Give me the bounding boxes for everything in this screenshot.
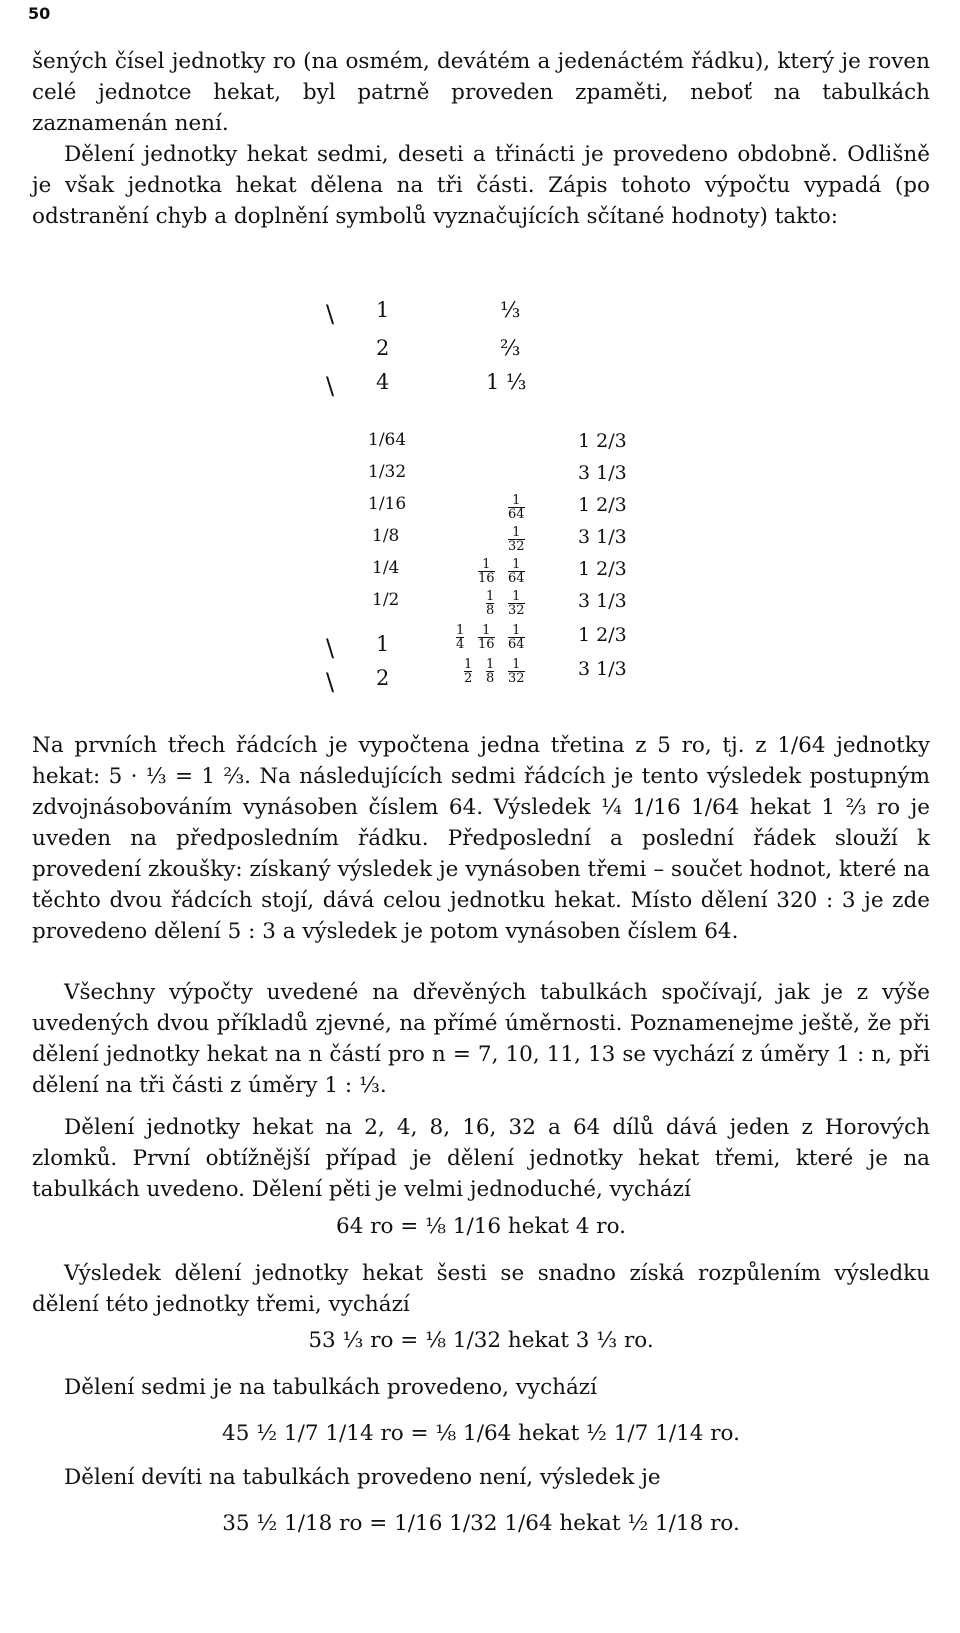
paragraph-division-9: Dělení devíti na tabulkách provedeno není, výsledek je (64, 1465, 661, 1490)
fraction-1-32: 1 32 (508, 589, 525, 618)
table-cell: 1/4 (372, 558, 400, 578)
table-cell: 1 2/3 (578, 624, 627, 646)
fraction-1-64: 1 64 (508, 623, 525, 652)
table-cell: 1/2 (372, 590, 400, 610)
fraction-1-16: 1 16 (478, 557, 495, 586)
table-cell: 1/32 (368, 462, 407, 482)
fraction-1-4: 1 4 (456, 623, 465, 652)
fraction-1-32: 1 32 (508, 525, 525, 554)
paragraph-division-7: Dělení sedmi je na tabulkách provedeno, vychází (64, 1375, 597, 1400)
paragraph-intro-2: Dělení jednotky hekat sedmi, deseti a třinácti je provedeno obdobně. Odlišně je však jednotka hekat dělena na tři části. Zápis tohoto výpočtu vypadá (po odstranění chyb a doplnění symbolů vyznačujících sčítané hodnoty) takto: (32, 142, 930, 229)
table-cell: 2 (376, 666, 390, 690)
table-cell: 1 (376, 298, 390, 322)
paragraph-explanation: Na prvních třech řádcích je vypočtena jedna třetina z 5 ro, tj. z 1/64 jednotky hekat: 5 · ⅓ = 1 ⅔. Na následujících sedmi řádcích je tento výsledek postupným zdvojnásobováním vynásoben číslem 64. Výsledek ¼ 1/16 1/64 hekat 1 ⅔ ro je uveden na předposledním řádku. Předposlední a poslední řádek slouží k provedení zkoušky: získaný výsledek je vynásoben třemi – součet hodnot, které na těchto dvou řádcích stojí, dává celou jednotku hekat. Místo dělení 320 : 3 je zde provedeno dělení 5 : 3 a výsledek je potom vynásoben číslem 64. (32, 733, 930, 944)
fraction-1-16: 1 16 (478, 623, 495, 652)
table-cell: 1 2/3 (578, 558, 627, 580)
table-cell: 3 1/3 (578, 658, 627, 680)
fraction-1-8: 1 8 (486, 589, 495, 618)
check-mark: \ (326, 634, 335, 662)
check-mark: \ (326, 372, 335, 400)
table-cell: 4 (376, 370, 390, 394)
fraction-1-64: 1 64 (508, 557, 525, 586)
table-cell: 1/16 (368, 494, 407, 514)
table-cell: 3 1/3 (578, 526, 627, 548)
table-cell: ⅓ (500, 298, 521, 322)
table-cell: 3 1/3 (578, 462, 627, 484)
table-cell: 1 ⅓ (486, 370, 527, 394)
fraction-1-64: 1 64 (508, 493, 525, 522)
page-number: 50 (28, 4, 51, 23)
fraction-1-2: 1 2 (464, 657, 473, 686)
table-cell: 3 1/3 (578, 590, 627, 612)
check-mark: \ (326, 300, 335, 328)
table-cell: 1 2/3 (578, 430, 627, 452)
paragraph-horus: Dělení jednotky hekat na 2, 4, 8, 16, 32 a 64 dílů dává jeden z Horových zlomků. První obtížnější případ je dělení jednotky hekat třemi, které je na tabulkách uvedeno. Dělení pěti je velmi jednoduché, vychází (32, 1115, 930, 1202)
paragraph-intro-1: šených čísel jednotky ro (na osmém, devátém a jedenáctém řádku), který je roven celé jednotce hekat, byl patrně proveden zpaměti, neboť na tabulkách zaznamenán není. (32, 49, 930, 136)
table-cell: ⅔ (500, 336, 521, 360)
fraction-1-8: 1 8 (486, 657, 495, 686)
table-cell: 1/8 (372, 526, 400, 546)
equation-division-5: 64 ro = ⅛ 1/16 hekat 4 ro. (336, 1214, 626, 1239)
paragraph-division-6: Výsledek dělení jednotky hekat šesti se snadno získá rozpůlením výsledku dělení této jednotky třemi, vychází (32, 1261, 930, 1317)
table-cell: 1/64 (368, 430, 407, 450)
equation-division-9: 35 ½ 1/18 ro = 1/16 1/32 1/64 hekat ½ 1/18 ro. (222, 1511, 740, 1536)
table-cell: 1 2/3 (578, 494, 627, 516)
table-cell: 2 (376, 336, 390, 360)
check-mark: \ (326, 668, 335, 696)
equation-division-6: 53 ⅓ ro = ⅛ 1/32 hekat 3 ⅓ ro. (308, 1328, 654, 1353)
table-cell: 1 (376, 632, 390, 656)
equation-division-7: 45 ½ 1/7 1/14 ro = ⅛ 1/64 hekat ½ 1/7 1/14 ro. (222, 1421, 740, 1446)
paragraph-proportion: Všechny výpočty uvedené na dřevěných tabulkách spočívají, jak je z výše uvedených dvou příkladů zjevné, na přímé úměrnosti. Poznamenejme ještě, že při dělení jednotky hekat na n částí pro n = 7, 10, 11, 13 se vychází z úměry 1 : n, při dělení na tři části z úměry 1 : ⅓. (32, 980, 930, 1098)
fraction-1-32: 1 32 (508, 657, 525, 686)
